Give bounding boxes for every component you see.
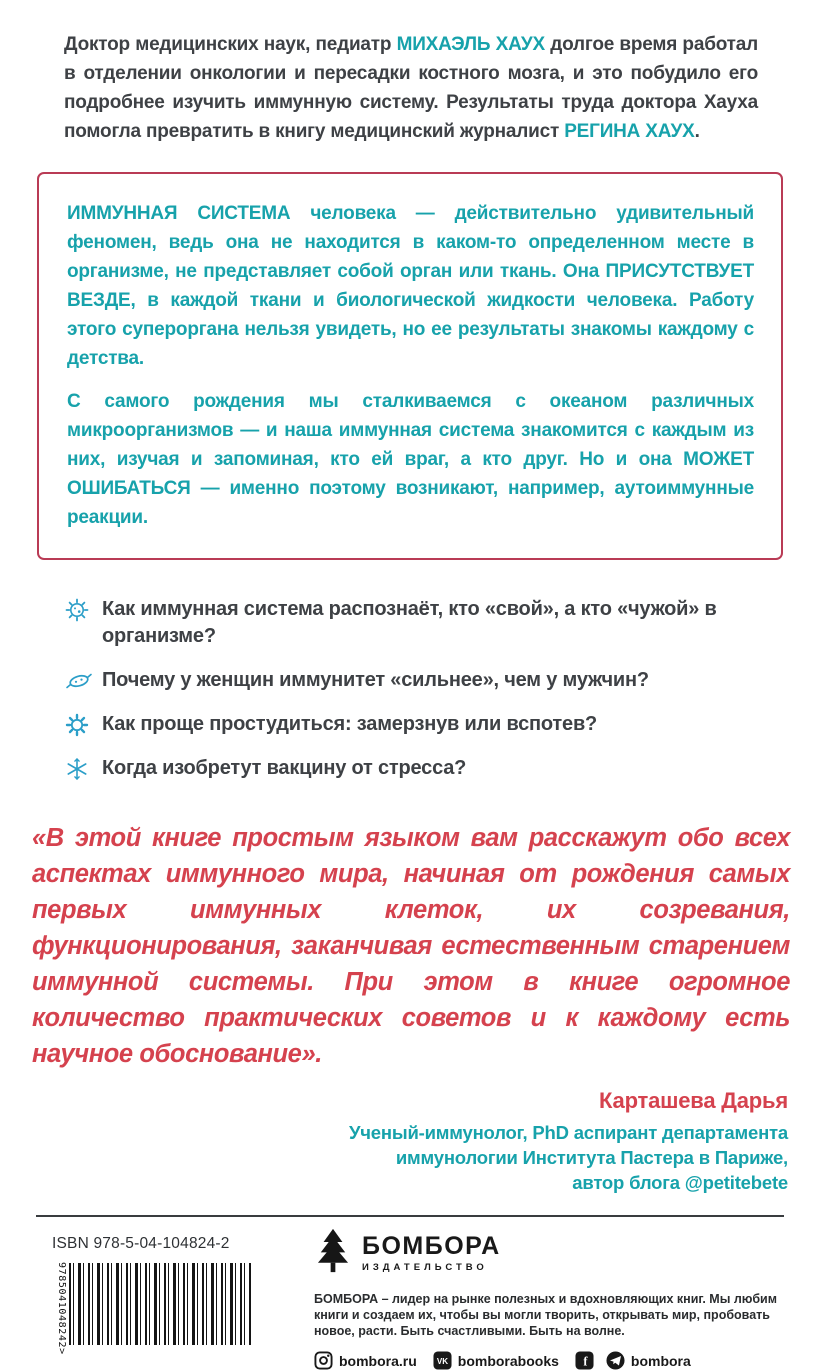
bacteria-icon <box>64 667 102 694</box>
quote-author: Карташева Дарья <box>599 1088 788 1113</box>
publisher-description: БОМБОРА – лидер на рынке полезных и вдохновляющих книг. Мы любим книги и создаем их, чтобы вы могли творить, открывать мир, пробовать новое, расти. Быть счастливыми. Быть на волне. <box>314 1292 777 1338</box>
questions-list <box>64 596 764 782</box>
social-vk[interactable] <box>433 1351 559 1370</box>
barcode <box>52 1262 288 1355</box>
question-text: Как проще простудиться: замерзнув или вспотев? <box>102 713 598 735</box>
author-name-highlight: МИХАЭЛЬ ХАУХ <box>396 34 545 55</box>
publisher-subtitle: ИЗДАТЕЛЬСТВО <box>362 1261 488 1273</box>
question-text: Как иммунная система распознаёт, кто «свой», а кто «чужой» в организме? <box>102 598 717 647</box>
svg-text:VK: VK <box>436 1356 448 1366</box>
virus-icon <box>64 596 102 623</box>
credential-line: Ученый-иммунолог, PhD аспирант департамента <box>348 1122 788 1143</box>
social-links <box>314 1351 790 1370</box>
intro-text: . <box>694 121 700 142</box>
instagram-icon <box>314 1351 333 1370</box>
vk-icon <box>433 1351 452 1370</box>
intro-text: Доктор медицинских наук, педиатр <box>64 34 397 55</box>
question-row <box>64 755 764 782</box>
barcode-number: 9785041048242> <box>56 1262 67 1355</box>
social-handle: bombora <box>630 1352 691 1369</box>
footer <box>36 1227 790 1370</box>
isbn-text: ISBN 978-5-04-104824-2 <box>52 1235 230 1252</box>
quote-author-credentials <box>0 1120 788 1195</box>
quote-text: «В этой книге простым языком вам расскажут обо всех аспектах иммунного мира, начиная от рождения самых первых иммунных клеток, их созревания, функционирования, заканчивая естественным старением иммунной системы. При этом в книге огромное количество практических советов и к каждому есть научное обоснование». <box>32 824 790 1068</box>
question-text: Когда изобретут вакцину от стресса? <box>102 757 467 779</box>
highlight-box <box>37 172 783 560</box>
tree-logo-icon <box>314 1227 352 1279</box>
footer-divider <box>36 1215 784 1217</box>
highlight-paragraph: С самого рождения мы сталкиваемся с океаном различных микроорганизмов — и наша иммунная система знакомится с каждым из них, изучая и запоминая, кто ей враг, а кто друг. Но и она МОЖЕТ ОШИБАТЬСЯ — именно поэтому возникают, например, аутоиммунные реакции. <box>67 391 754 528</box>
question-row <box>64 667 764 694</box>
question-row <box>64 711 764 738</box>
publisher-name: БОМБОРА <box>362 1231 501 1260</box>
sun-virus-icon <box>64 711 102 738</box>
intro-text: долгое время работал в отделении онкологии и пересадки костного мозга, и это побудило его подробнее изучить иммунную систему. Результаты труда доктора Хауха помогла превратить в книгу медицинский журналист <box>64 34 759 142</box>
social-facebook[interactable] <box>575 1351 600 1370</box>
credential-line: автор блога @petitebete <box>572 1172 788 1193</box>
intro-paragraph <box>64 30 758 146</box>
svg-text:f: f <box>583 1354 588 1369</box>
author-name-highlight: РЕГИНА ХАУХ <box>564 121 695 142</box>
facebook-icon <box>575 1351 594 1370</box>
credential-line: иммунологии Института Пастера в Париже, <box>395 1147 788 1168</box>
social-instagram[interactable] <box>314 1351 417 1370</box>
highlight-paragraph: ИММУННАЯ СИСТЕМА человека — действительно удивительный феномен, ведь она не находится в каком-то определенном месте в организме, не представляет собой орган или ткань. Она ПРИСУТСТВУЕТ ВЕЗДЕ, в каждой ткани и биологической жидкости человека. Работу этого супероргана нельзя увидеть, но ее результаты знакомы каждому с детства. <box>67 203 754 369</box>
telegram-icon <box>606 1351 625 1370</box>
publisher-logo <box>314 1227 790 1279</box>
social-telegram[interactable] <box>606 1351 691 1370</box>
question-text: Почему у женщин иммунитет «сильнее», чем у мужчин? <box>102 669 649 691</box>
publisher-block <box>288 1227 790 1370</box>
isbn-block <box>36 1227 288 1370</box>
barcode-bars <box>69 1263 251 1345</box>
social-handle: bombora.ru <box>339 1352 417 1369</box>
social-handle: bomborabooks <box>457 1352 559 1369</box>
question-row <box>64 596 764 650</box>
snowflake-icon <box>64 755 102 782</box>
